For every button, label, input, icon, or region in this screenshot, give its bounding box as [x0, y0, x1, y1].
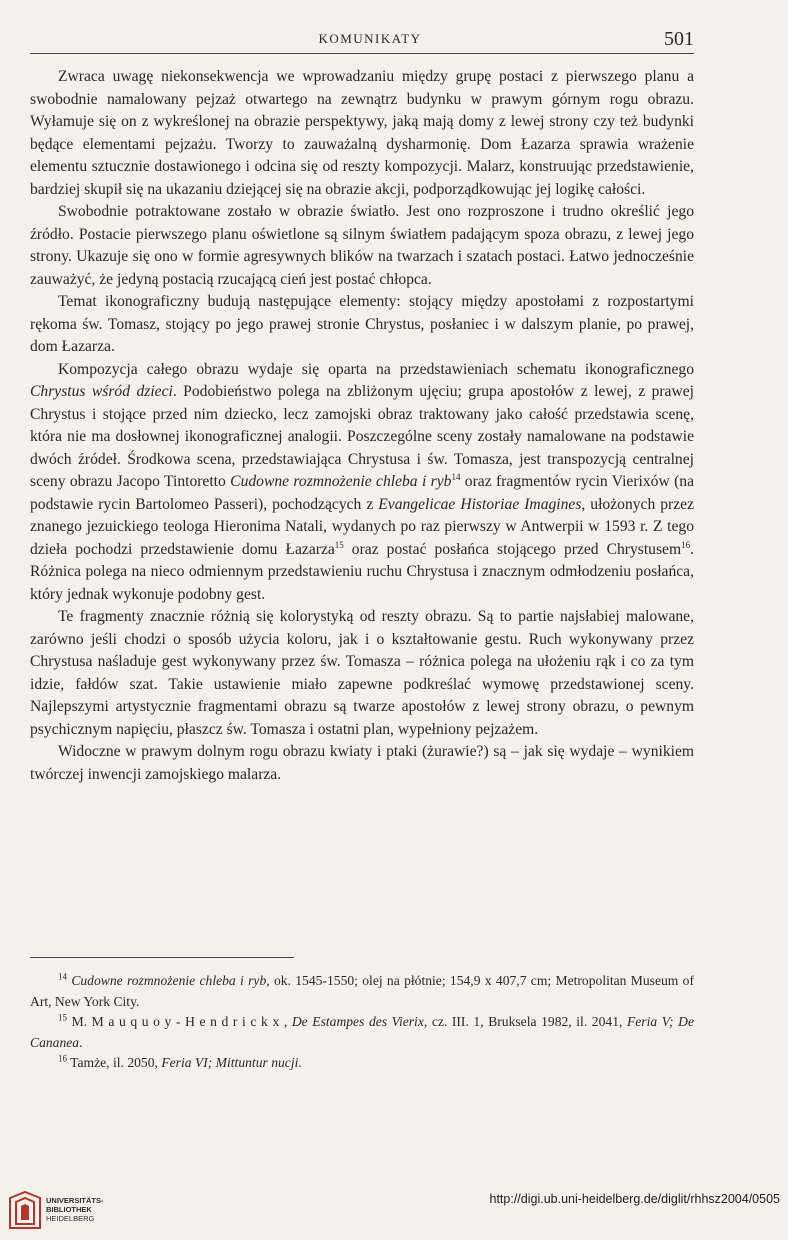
paragraph: Widoczne w prawym dolnym rogu obrazu kwiaty i ptaki (żurawie?) są – jak się wydaje – wynikiem twórczej inwencji zamojskiego malarza.: [30, 743, 694, 783]
text-run: , ułożonych przez znanego jezuickiego teologa Hieronima Natali, wydanych po raz pierwszy w Antwerpii w 1593 r. Z tego dzieła pochodzi przedstawienie domu Łazarza: [30, 495, 695, 558]
italic-title: De Estampes des Vierix: [291, 1014, 424, 1029]
text-run: oraz postać posłańca stojącego przed Chrystusem: [343, 540, 682, 558]
text-run: M.: [67, 1014, 92, 1029]
library-emblem-icon: [8, 1190, 42, 1230]
footnote-ref-16[interactable]: 16: [681, 539, 691, 550]
footnote-ref-15[interactable]: 15: [334, 539, 344, 550]
text-run: , cz. III. 1, Bruksela 1982, il. 2041,: [423, 1014, 627, 1029]
paragraph: Te fragmenty znacznie różnią się kolorystyką od reszty obrazu. Są to partie najsłabiej malowane, zarówno jeśli chodzi o sposób użycia koloru, jak i o kształtowanie gestu. Ruch wykonywany przez Chrystusa naśladuje gest wykonywany przez św. Tomasza – różnica polega na ułożeniu rąk i co za tym idzie, fałdów szat. Takie ustawienie miało zapewne podkreślać wymowę przedstawionej sceny. Najlepszymi artystycznie fragmentami obrazu są twarze apostołów z lewej strony obrazu, o pewnym psychicznym napięciu, płaszcz św. Tomasza i ostatni plan, wypełniony pejzażem.: [30, 608, 694, 738]
text-run: oraz fragmentów rycin Vierixów (na podstawie rycin Bartolomeo Passeri), pochodzących z: [30, 473, 694, 513]
page-number: 501: [664, 28, 694, 50]
library-name-line: UNIVERSITÄTS-: [46, 1196, 104, 1205]
author-name: Mauquoy-Hendrickx: [91, 1014, 284, 1029]
footnote-14: [30, 971, 694, 1012]
footnote-ref-14[interactable]: 14: [451, 471, 461, 482]
paragraph: Swobodnie potraktowane zostało w obrazie światło. Jest ono rozproszone i trudno określić jego źródło. Postacie pierwszego planu oświetlone są silnym światłem padającym spoza obrazu, z lewej jego strony. Ukazuje się ono w formie agresywnych blików na twarzach i szatach postaci. Łatwo jednocześnie zauważyć, że jedyną postacią rzucającą cień jest postać chłopca.: [30, 203, 694, 288]
footnote-number: 14: [58, 971, 67, 982]
emblem-core: [21, 1204, 29, 1220]
body-text: [30, 66, 694, 786]
source-url-link[interactable]: http://digi.ub.uni-heidelberg.de/diglit/rhhsz2004/0505: [489, 1192, 780, 1206]
italic-title: Cudowne rozmnożenie chleba i ryb: [230, 473, 452, 490]
italic-title: Feria V; De Cananea: [30, 1014, 694, 1050]
footnote-number: 16: [58, 1053, 67, 1064]
text-run: , ok. 1545-1550; olej na płótnie; 154,9 x 407,7 cm; Metropolitan Museum of Art, New York City.: [30, 973, 694, 1009]
text-run: .: [298, 1055, 302, 1070]
paragraph: Temat ikonograficzny budują następujące elementy: stojący między apostołami z rozpostartymi rękoma św. Tomasz, stojący po jego prawej stronie Chrystus, posłaniec i w dalszym planie, po prawej, dom Łazarza.: [30, 293, 694, 355]
library-name-line: HEIDELBERG: [46, 1214, 95, 1223]
text-run: . Podobieństwo polega na zbliżonym ujęciu; grupa apostołów z lewej, z prawej Chrystus i stojące przed nim dziecko, lecz zamojski obraz traktowany jako całość przedstawia scenę, która nie ma dosłownej ikonograficznej analogii. Poszczególne sceny zostały namalowane na podstawie dwóch źródeł. Środkowa scena, przedstawiająca Chrystusa i św. Tomasza, jest transpozycją centralnej sceny obrazu Jacopo Tintoretto: [30, 383, 694, 490]
library-name: [46, 1196, 104, 1223]
library-name-line: BIBLIOTHEK: [46, 1205, 92, 1214]
footnotes: [30, 971, 694, 1074]
paragraph: Zwraca uwagę niekonsekwencja we wprowadzaniu między grupę postaci z pierwszego planu a swobodnie namalowany pejzaż otwartego na zewnątrz budynku w prawym górnym rogu obrazu. Wyłamuje się on z wykreślonej na obrazie perspektywy, jaką mają domy z lewej strony czy też budynki będące elementami pejzażu. Tworzy to zauważalną dysharmonię. Dom Łazarza sprawia wrażenie elementu sztucznie dostawionego i odcina się od reszty kompozycji. Malarz, konstruując przedstawienie, bardziej skupił się na ukazaniu dziejącej się na obrazie akcji, podporządkowując jej logikę całości.: [30, 68, 694, 198]
footnote-15: [30, 1012, 694, 1053]
italic-title: Cudowne rozmnożenie chleba i ryb: [71, 973, 267, 988]
text-run: . Różnica polega na nieco odmiennym przedstawieniu ruchu Chrystusa i znacznym odmłodzeniu posłańca, który jednak wykonuje podobny gest.: [30, 540, 695, 603]
paragraph: [30, 359, 694, 607]
text-run: Kompozycja całego obrazu wydaje się oparta na przedstawieniach schematu ikonograficznego: [58, 360, 694, 378]
running-header: KOMUNIKATY: [318, 31, 422, 46]
italic-title: Chrystus wśród dzieci: [30, 383, 173, 400]
text-run: .: [79, 1034, 83, 1050]
italic-title: Evangelicae Historiae Imagines: [378, 495, 582, 513]
footnote-number: 15: [58, 1012, 67, 1023]
footnote-16: [30, 1053, 694, 1074]
footnote-rule: [30, 957, 294, 958]
italic-title: Feria VI; Mittuntur nucji: [161, 1055, 299, 1070]
header-rule: [30, 53, 694, 54]
library-logo[interactable]: [8, 1190, 128, 1230]
text-run: Tamże, il. 2050,: [67, 1055, 162, 1070]
text-run: ,: [283, 1014, 292, 1029]
